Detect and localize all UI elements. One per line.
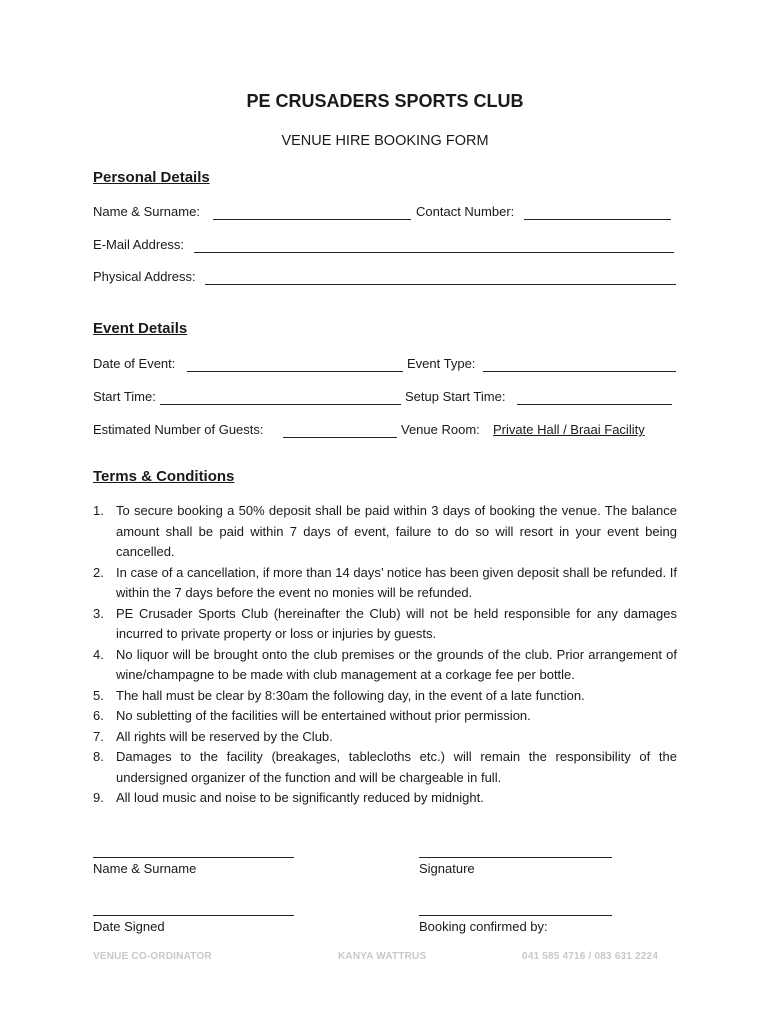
booking-confirmed-label: Booking confirmed by: <box>419 919 548 934</box>
footer-role: VENUE CO-ORDINATOR <box>93 951 212 962</box>
event-type-field[interactable] <box>483 371 676 372</box>
name-signature-line[interactable] <box>93 857 294 858</box>
date-of-event-label: Date of Event: <box>93 356 176 371</box>
personal-details-heading: Personal Details <box>93 169 210 186</box>
footer-name: KANYA WATTRUS <box>338 951 427 962</box>
signature-line[interactable] <box>419 857 612 858</box>
guests-label: Estimated Number of Guests: <box>93 422 264 437</box>
email-label: E-Mail Address: <box>93 237 185 252</box>
event-details-heading: Event Details <box>93 320 188 337</box>
sig-name-label: Name & Surname <box>93 861 197 876</box>
terms-item: 8. Damages to the facility (breakages, tablecloths etc.) will remain the responsibility of the undersigned organizer of the function and will be chargeable in full. <box>93 749 677 785</box>
footer-phone: 041 585 4716 / 083 631 2224 <box>522 951 659 962</box>
start-time-label: Start Time: <box>93 389 156 404</box>
terms-item: 1. To secure booking a 50% deposit shall be paid within 3 days of booking the venue. The balance amount shall be paid within 7 days of event, failure to do so will resort in your event being cancelled. <box>93 503 677 559</box>
name-label: Name & Surname: <box>93 204 200 219</box>
terms-heading: Terms & Conditions <box>93 468 235 485</box>
name-field[interactable] <box>213 219 411 220</box>
terms-list <box>93 501 677 809</box>
address-label: Physical Address: <box>93 269 196 284</box>
setup-start-label: Setup Start Time: <box>405 389 506 404</box>
address-field[interactable] <box>205 284 676 285</box>
venue-room-value: Private Hall / Braai Facility <box>493 422 645 437</box>
email-field[interactable] <box>194 252 674 253</box>
date-of-event-field[interactable] <box>187 371 403 372</box>
terms-item: 6. No subletting of the facilities will be entertained without prior permission. <box>93 708 531 723</box>
venue-room-label: Venue Room: <box>401 422 480 437</box>
guests-field[interactable] <box>283 437 397 438</box>
terms-item: 5. The hall must be clear by 8:30am the following day, in the event of a late function. <box>93 687 585 703</box>
date-signed-label: Date Signed <box>93 919 165 934</box>
booking-confirmed-line[interactable] <box>419 915 612 916</box>
terms-item: 2. In case of a cancellation, if more than 14 days’ notice has been given deposit shall be refunded. If within the 7 days before the event no monies will be refunded. <box>93 564 677 600</box>
start-time-field[interactable] <box>160 404 401 405</box>
form-subtitle: VENUE HIRE BOOKING FORM <box>281 133 489 149</box>
contact-field[interactable] <box>524 219 671 220</box>
terms-item: 4. No liquor will be brought onto the club premises or the grounds of the club. Prior arrangement of wine/champagne to be made with club management at a corkage fee per bottle. <box>93 646 677 682</box>
contact-label: Contact Number: <box>416 204 515 219</box>
club-title: PE CRUSADERS SPORTS CLUB <box>246 91 524 111</box>
terms-item: 9. All loud music and noise to be significantly reduced by midnight. <box>93 790 484 805</box>
terms-item: 7. All rights will be reserved by the Club. <box>93 728 333 744</box>
event-type-label: Event Type: <box>407 356 476 371</box>
setup-start-field[interactable] <box>517 404 672 405</box>
terms-item: 3. PE Crusader Sports Club (hereinafter the Club) will not be held responsible for any damages incurred to private property or loss or injuries by guests. <box>93 605 677 641</box>
signature-label: Signature <box>419 861 475 876</box>
date-signed-line[interactable] <box>93 915 294 916</box>
